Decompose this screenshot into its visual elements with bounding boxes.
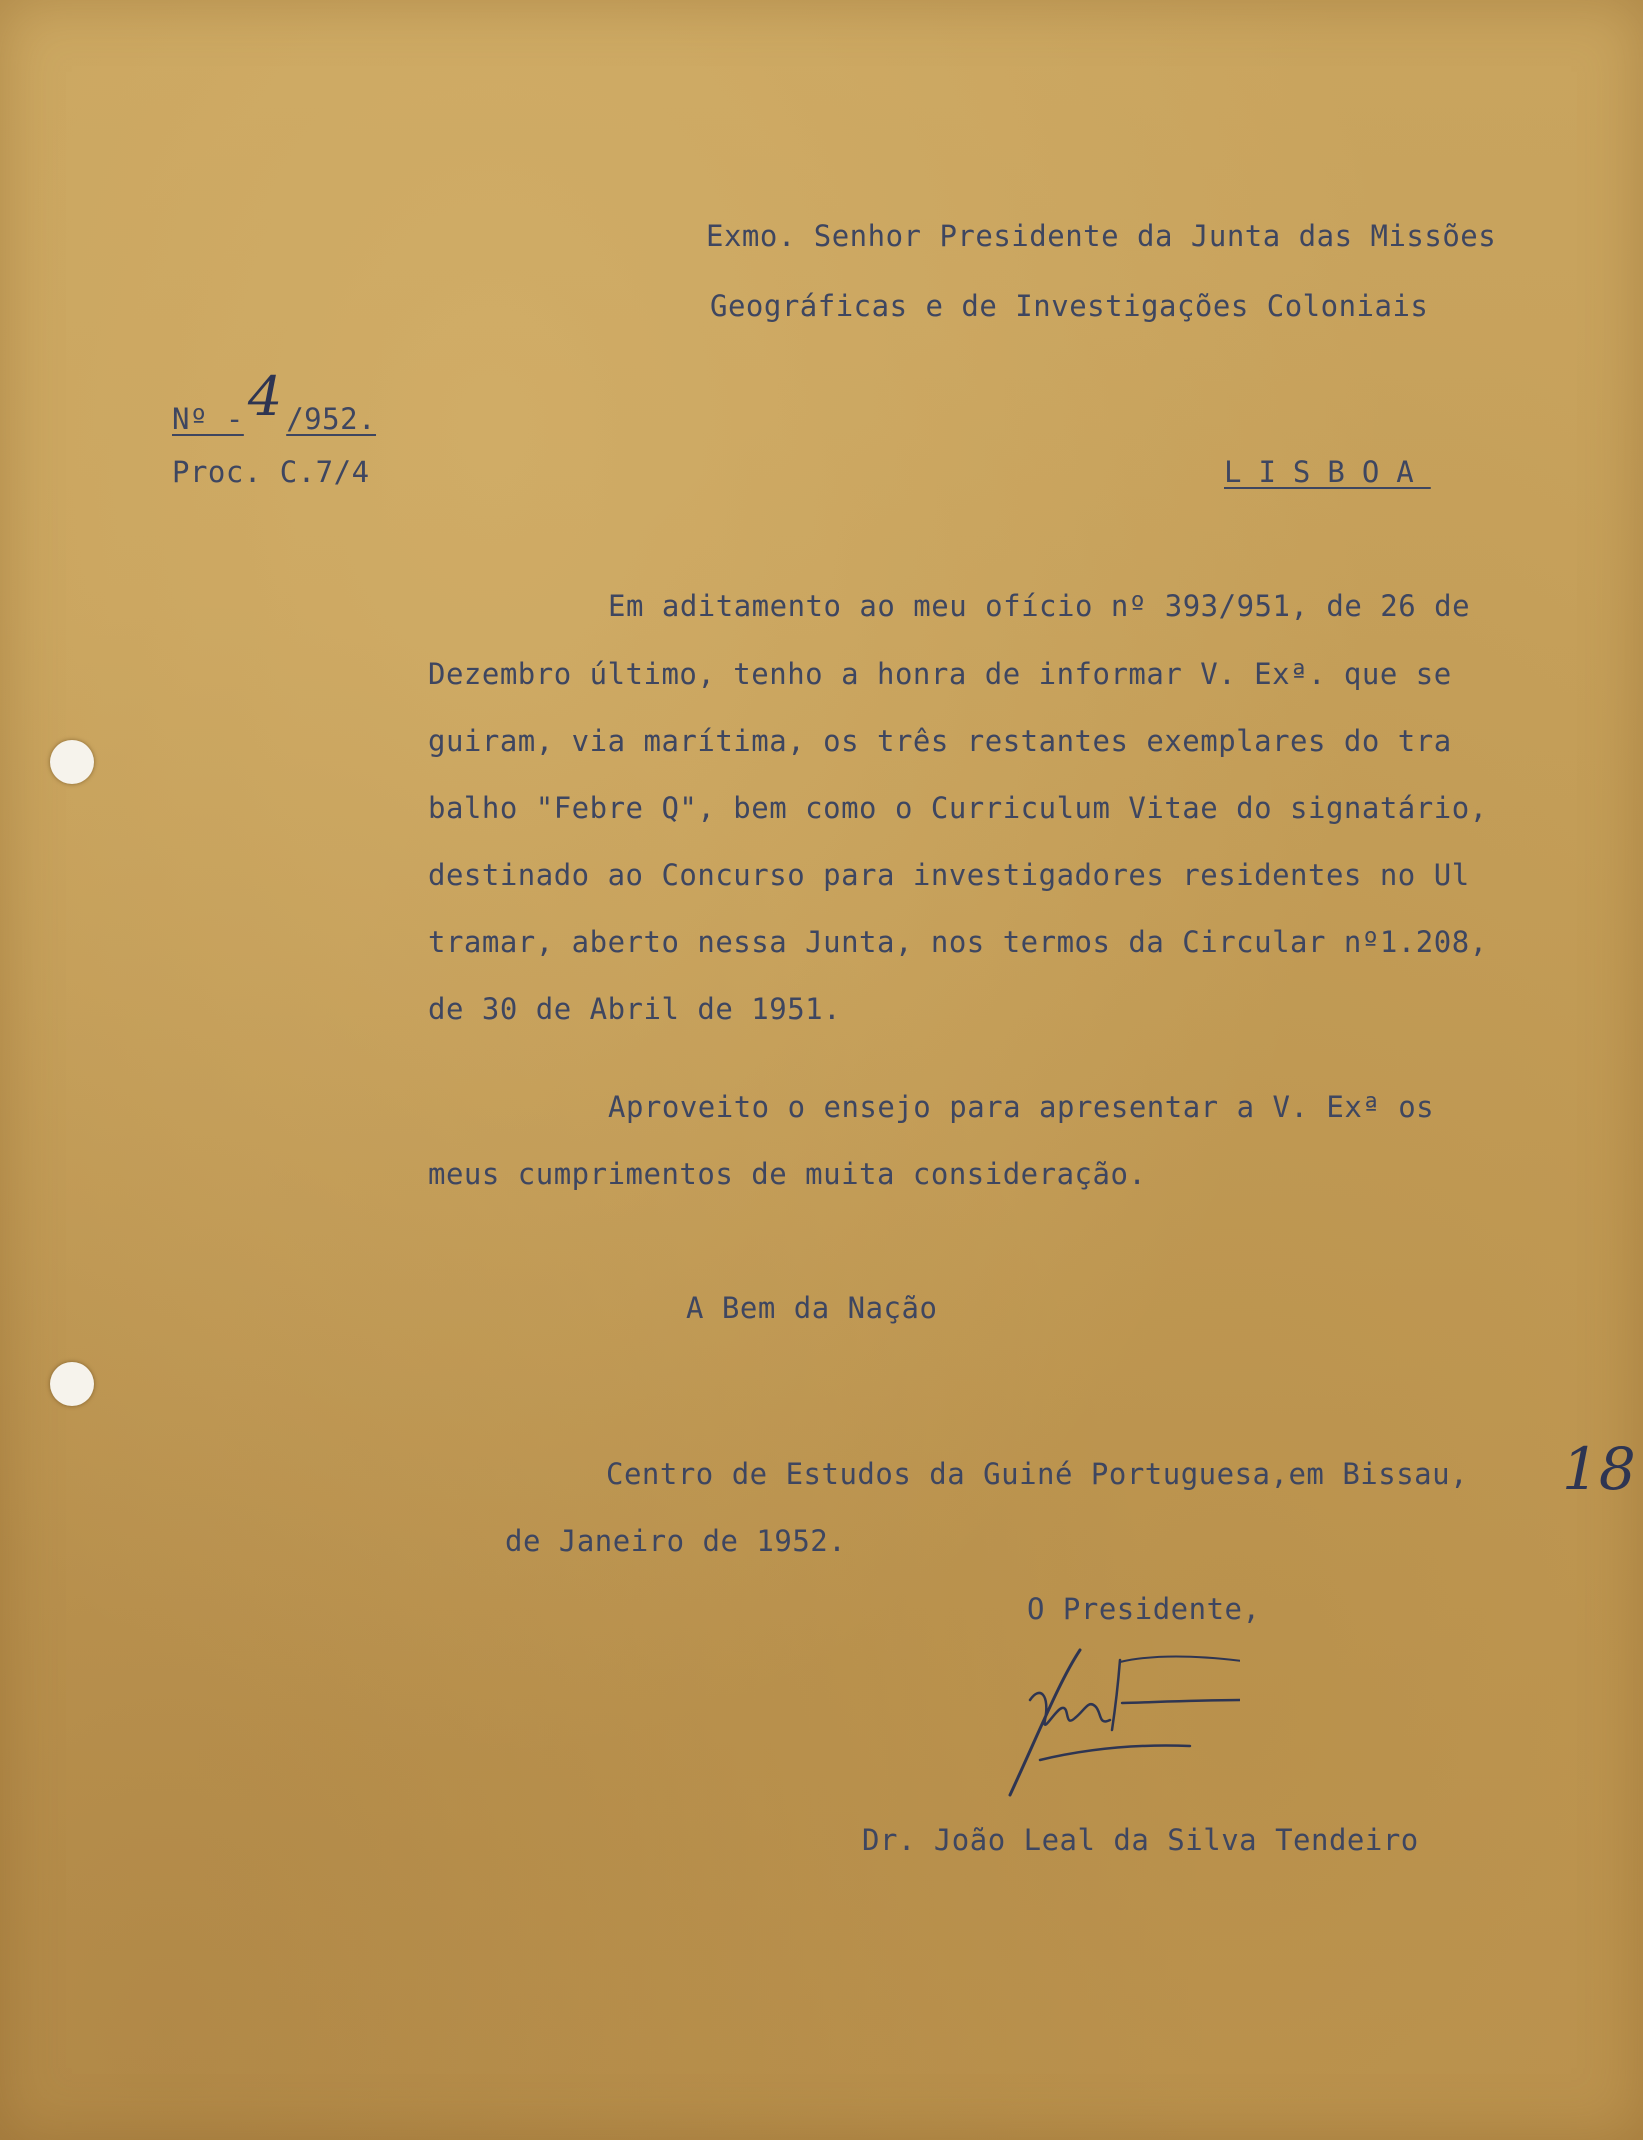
address-line-1: Exmo. Senhor Presidente da Junta das Missões xyxy=(706,219,1497,253)
paragraph-1-line: guiram, via marítima, os três restantes exemplares do tra xyxy=(428,724,1452,758)
paragraph-1-line: Dezembro último, tenho a honra de informar V. Exª. que se xyxy=(428,657,1452,691)
paragraph-2-line: Aproveito o ensejo para apresentar a V. Exª os xyxy=(608,1090,1435,1124)
punch-hole-top xyxy=(50,740,94,784)
reference-number xyxy=(172,365,377,438)
signatory-name: Dr. João Leal da Silva Tendeiro xyxy=(862,1823,1419,1857)
reference-number-suffix: /952. xyxy=(286,402,377,436)
paragraph-2-line: meus cumprimentos de muita consideração. xyxy=(428,1157,1147,1191)
paragraph-1-line: de 30 de Abril de 1951. xyxy=(428,992,842,1026)
place-date-line-1: Centro de Estudos da Guiné Portuguesa,em Bissau, xyxy=(606,1457,1469,1491)
place-date-line-2: de Janeiro de 1952. xyxy=(505,1524,847,1558)
handwritten-signature xyxy=(1000,1640,1240,1810)
reference-number-prefix: Nº - xyxy=(172,402,244,436)
paragraph-1-line: balho "Febre Q", bem como o Curriculum Vitae do signatário, xyxy=(428,791,1488,825)
paragraph-1-line: destinado ao Concurso para investigadores residentes no Ul xyxy=(428,858,1470,892)
place-date-day-handwritten: 18 xyxy=(1562,1435,1636,1503)
city-lisboa: LISBOA xyxy=(1224,455,1431,489)
closing-salutation: A Bem da Nação xyxy=(686,1291,938,1325)
process-reference: Proc. C.7/4 xyxy=(172,455,370,489)
paragraph-1-line: Em aditamento ao meu ofício nº 393/951, de 26 de xyxy=(608,589,1471,623)
address-line-2: Geográficas e de Investigações Coloniais xyxy=(710,289,1429,323)
punch-hole-bottom xyxy=(50,1362,94,1406)
reference-number-handwritten: 4 xyxy=(247,365,283,428)
paragraph-1-line: tramar, aberto nessa Junta, nos termos da Circular nº1.208, xyxy=(428,925,1488,959)
signatory-title: O Presidente, xyxy=(1027,1592,1261,1626)
